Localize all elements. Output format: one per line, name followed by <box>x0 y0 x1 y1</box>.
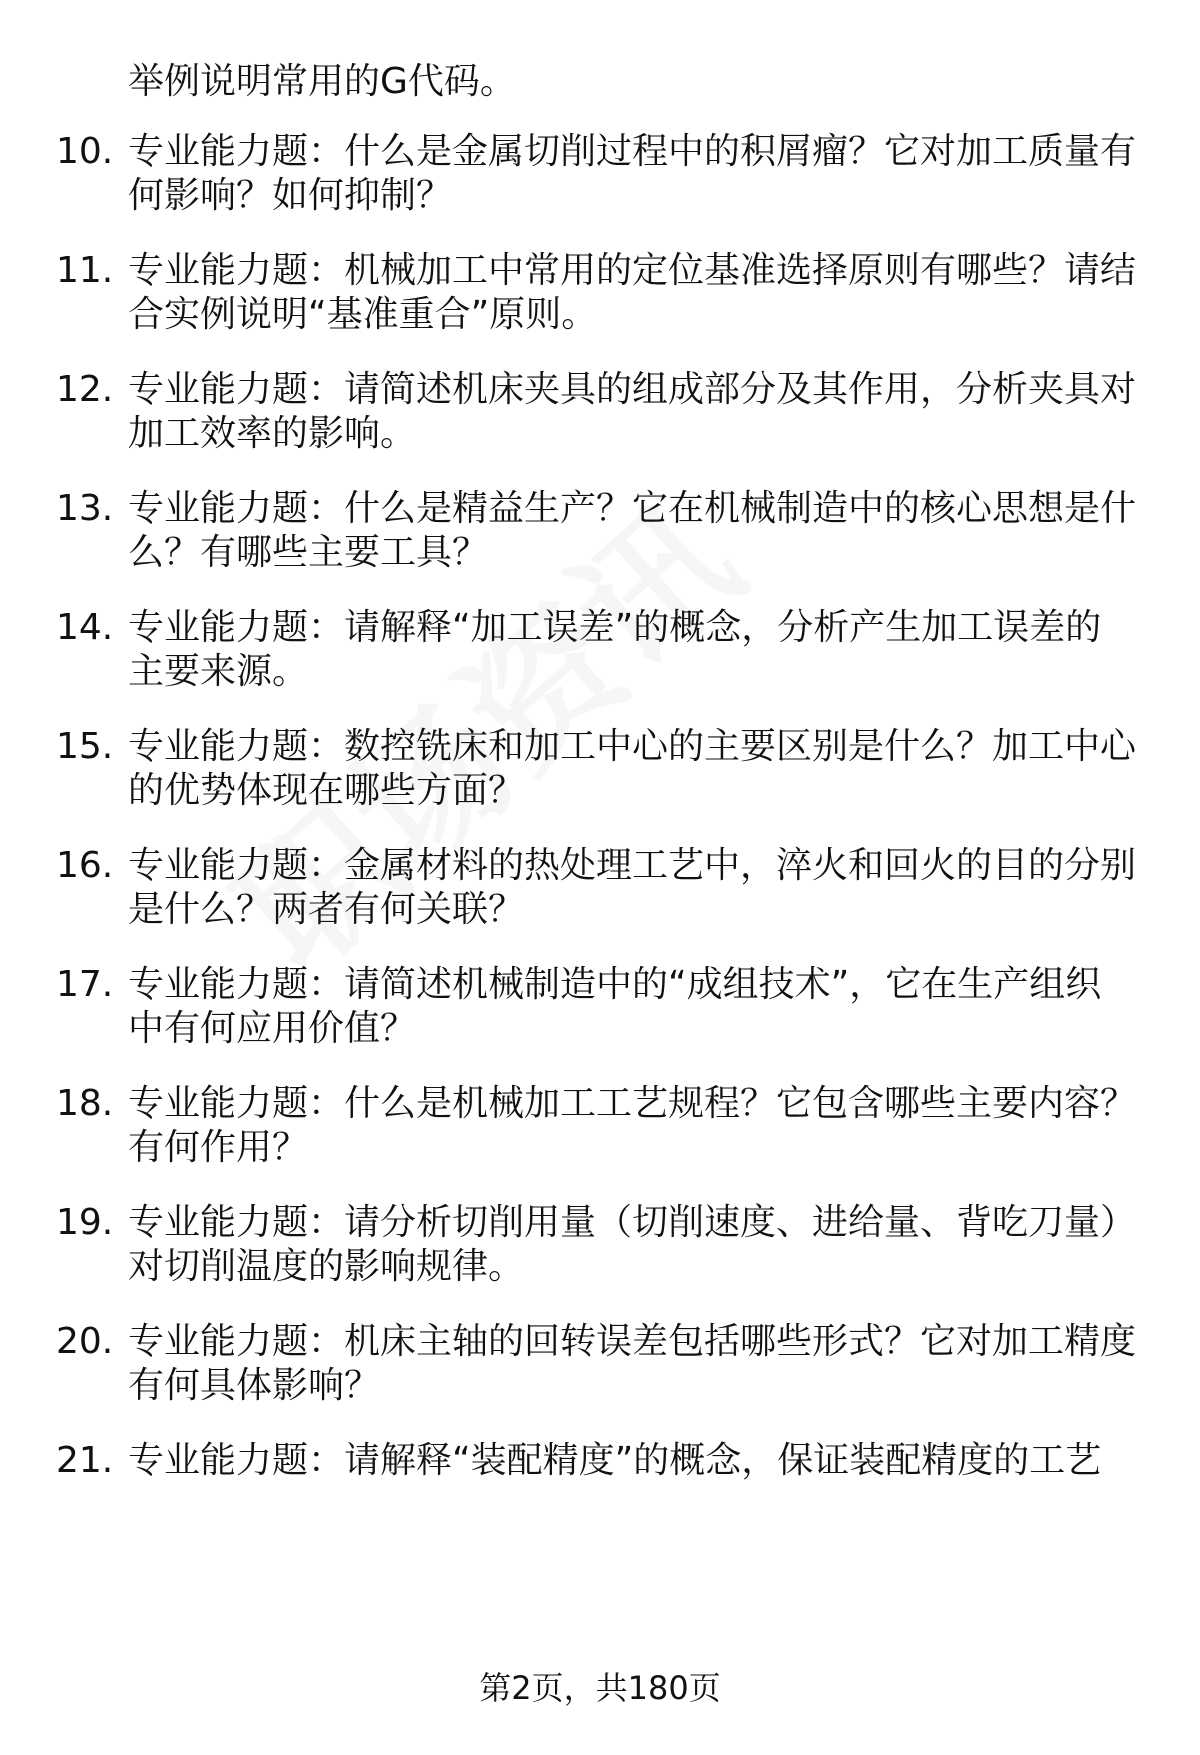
question-text-line: 专业能力题：机械加工中常用的定位基准选择原则有哪些？请结 <box>128 250 1137 291</box>
question-text-line: 有何具体影响？ <box>128 1365 381 1406</box>
question-text-line: 的优势体现在哪些方面？ <box>128 770 525 811</box>
question-text-line: 专业能力题：什么是精益生产？它在机械制造中的核心思想是什 <box>128 488 1137 529</box>
question-number: 20. <box>56 1321 114 1362</box>
question-text-line: 专业能力题：请分析切削用量（切削速度、进给量、背吃刀量） <box>128 1202 1137 1243</box>
question-text-line: 专业能力题：请简述机床夹具的组成部分及其作用，分析夹具对 <box>128 369 1137 410</box>
question-text-line: 专业能力题：什么是金属切削过程中的积屑瘤？它对加工质量有 <box>128 131 1137 172</box>
question-number: 18. <box>56 1083 114 1124</box>
question-text-line: 么？有哪些主要工具？ <box>128 532 489 573</box>
question-text-line: 中有何应用价值？ <box>128 1008 417 1049</box>
question-number: 14. <box>56 607 114 648</box>
question-number: 11. <box>56 250 114 291</box>
question-number: 17. <box>56 964 114 1005</box>
question-text-line: 专业能力题：数控铣床和加工中心的主要区别是什么？加工中心 <box>128 726 1137 767</box>
question-text-line: 专业能力题：请解释“装配精度”的概念，保证装配精度的工艺 <box>128 1440 1102 1481</box>
question-text-line: 主要来源。 <box>128 651 309 692</box>
question-text-line: 专业能力题：请解释“加工误差”的概念，分析产生加工误差的 <box>128 607 1102 648</box>
question-number: 10. <box>56 131 114 172</box>
question-number: 19. <box>56 1202 114 1243</box>
question-text-line: 专业能力题：机床主轴的回转误差包括哪些形式？它对加工精度 <box>128 1321 1137 1362</box>
question-text-line: 专业能力题：请简述机械制造中的“成组技术”，它在生产组织 <box>128 964 1102 1005</box>
question-text-line: 对切削温度的影响规律。 <box>128 1246 525 1287</box>
question-number: 13. <box>56 488 114 529</box>
intro-line: 举例说明常用的G代码。 <box>128 61 516 102</box>
question-number: 21. <box>56 1440 114 1481</box>
question-number: 12. <box>56 369 114 410</box>
question-text-line: 专业能力题：什么是机械加工工艺规程？它包含哪些主要内容？ <box>128 1083 1137 1124</box>
page-footer: 第2页，共180页 <box>479 1669 721 1707</box>
question-text-line: 合实例说明“基准重合”原则。 <box>128 294 598 335</box>
question-text-line: 加工效率的影响。 <box>128 413 417 454</box>
question-text-line: 有何作用？ <box>128 1127 309 1168</box>
question-text-line: 专业能力题：金属材料的热处理工艺中，淬火和回火的目的分别 <box>128 845 1137 886</box>
question-number: 16. <box>56 845 114 886</box>
question-text-line: 是什么？两者有何关联？ <box>128 889 525 930</box>
question-text-line: 何影响？如何抑制？ <box>128 175 453 216</box>
question-number: 15. <box>56 726 114 767</box>
